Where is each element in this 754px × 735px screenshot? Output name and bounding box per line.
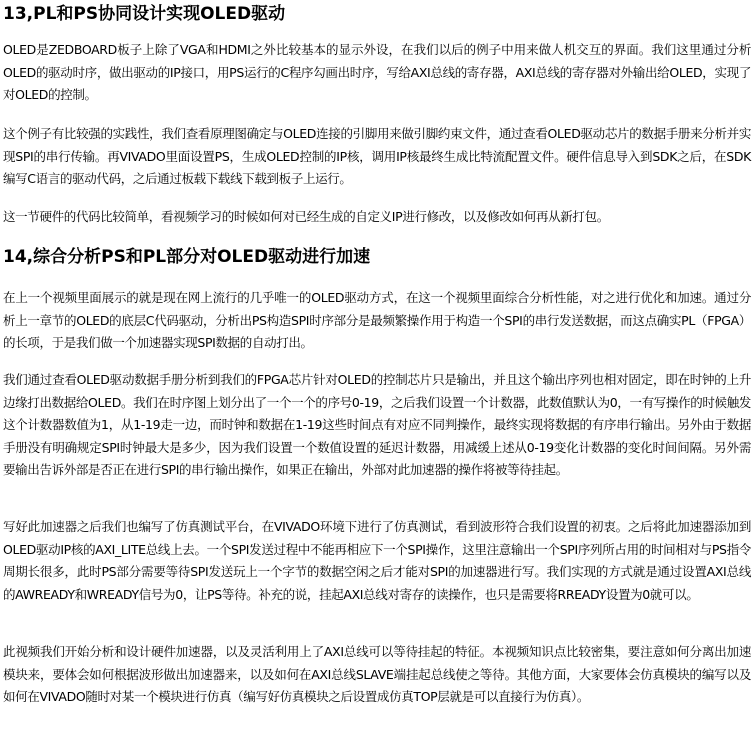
section-14-paragraph-1: 在上一个视频里面展示的就是现在网上流行的几乎唯一的OLED驱动方式，在这一个视频里面综合分析性能，对之进行优化和加速。通过分析上一章节的OLED的底层C代码驱动，分析出PS构造SPI时序部分是最频繁操作用于构造一个SPI的串行发送数据，而这点确实PL（FPGA）的长项，于是我们做一个加速器实现SPI数据的自动打出。	[3, 290, 751, 350]
section-13-paragraph-1: OLED是ZEDBOARD板子上除了VGA和HDMI之外比较基本的显示外设，在我们以后的例子中用来做人机交互的界面。我们这里通过分析OLED的驱动时序，做出驱动的IP接口，用PS运行的C程序勾画出时序，写给AXI总线的寄存器，AXI总线的寄存器对外输出给OLED，实现了对OLED的控制。	[3, 42, 751, 102]
section-14-paragraph-4: 此视频我们开始分析和设计硬件加速器，以及灵活利用上了AXI总线可以等待挂起的特征。本视频知识点比较密集，要注意如何分离出加速模块来，要体会如何根据波形做出加速器来，以及如何在AXI总线SLAVE端挂起总线使之等待。其他方面，大家要体会仿真模块的编写以及如何在VIVADO随时对某一个模块进行仿真（编写好仿真模块之后设置成仿真TOP层就是可以直接行为仿真）。	[3, 644, 751, 704]
section-14-heading: 14,综合分析PS和PL部分对OLED驱动进行加速	[3, 247, 371, 267]
section-13-paragraph-2: 这个例子有比较强的实践性，我们查看原理图确定与OLED连接的引脚用来做引脚约束文件，通过查看OLED驱动芯片的数据手册来分析并实现SPI的串行传输。再VIVADO里面设置PS，生成OLED控制的IP核，调用IP核最终生成比特流配置文件。硬件信息导入到SDK之后，在SDK编写C语言的驱动代码，之后通过板载下载线下载到板子上运行。	[3, 126, 751, 186]
section-13-paragraph-3: 这一节硬件的代码比较简单，看视频学习的时候如何对已经生成的自定义IP进行修改，以及修改如何再从新打包。	[3, 209, 609, 224]
section-13-heading: 13,PL和PS协同设计实现OLED驱动	[3, 4, 286, 24]
section-14-paragraph-2: 我们通过查看OLED驱动数据手册分析到我们的FPGA芯片针对OLED的控制芯片只是输出，并且这个输出序列也相对固定，即在时钟的上升边缘打出数据给OLED。我们在时序图上划分出了一个一个的序号0-19，之后我们设置一个计数器，此数值默认为0，一有写操作的时候触发这个计数器数值为1，从1-19走一边，而时钟和数据在1-19这些时间点有对应不同判操作，最终实现将数据的有序串行输出。另外由于数据手册没有明确规定SPI时钟最大是多少，因为我们设置一个数值设置的延迟计数器，用减缓上述从0-19变化计数器的变化时间间隔。另外需要输出告诉外部是否正在进行SPI的串行输出操作，如果正在输出，外部对此加速器的操作将被等待挂起。	[3, 372, 751, 477]
section-14-paragraph-3: 写好此加速器之后我们也编写了仿真测试平台，在VIVADO环境下进行了仿真测试，看到波形符合我们设置的初衷。之后将此加速器添加到OLED驱动IP核的AXI_LITE总线上去。一个SPI发送过程中不能再相应下一个SPI操作，这里注意输出一个SPI序列所占用的时间相对与PS指令周期长很多，此时PS部分需要等待SPI发送玩上一个字节的数据空闲之后才能对SPI的加速器进行写。我们实现的方式就是通过设置AXI总线的AWREADY和WREADY信号为0，让PS等待。补充的说，挂起AXI总线对寄存的读操作，也只是需要将RREADY设置为0就可以。	[3, 519, 751, 602]
